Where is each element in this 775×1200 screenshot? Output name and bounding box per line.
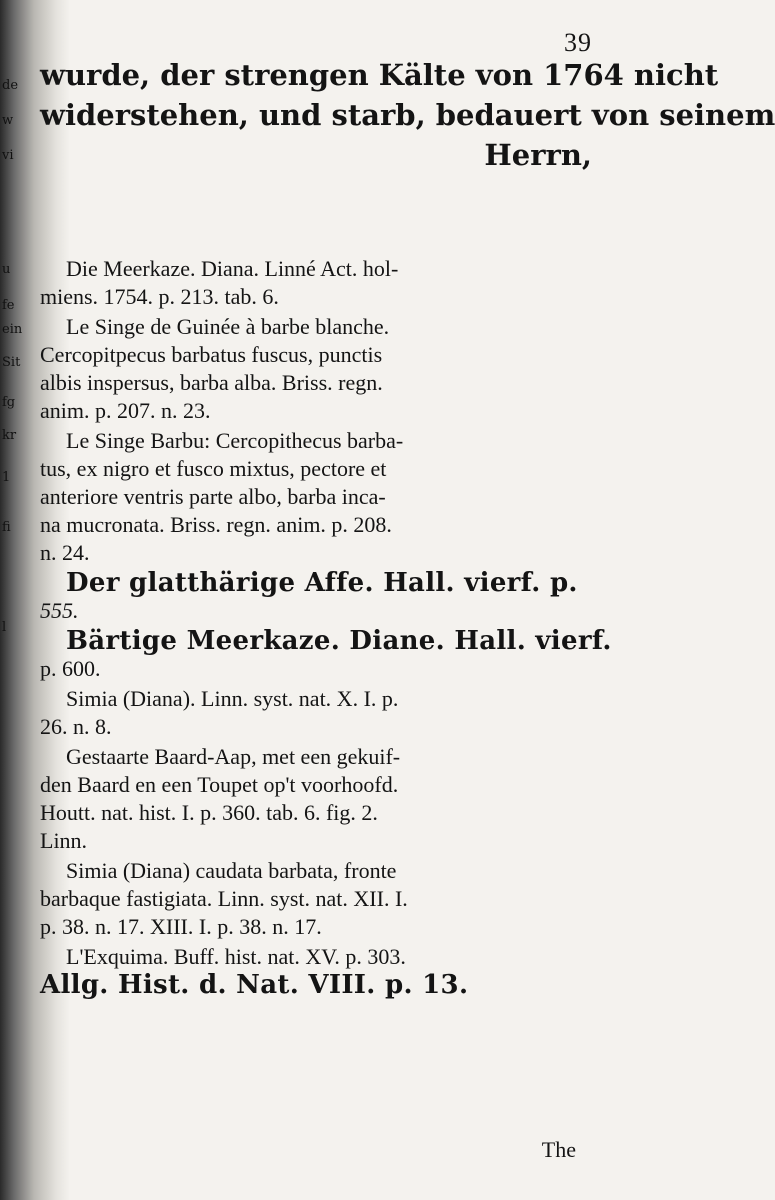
- reference-line: 555.: [40, 598, 79, 623]
- reference-line: Die Meerkaze. Diana. Linné Act. hol-: [66, 256, 399, 281]
- bibliography-entries: [40, 255, 612, 1000]
- intro-line: widerstehen, und starb, bedauert von seinem: [40, 98, 775, 132]
- reference-entry: [40, 857, 592, 941]
- bleed-fragment: l: [2, 620, 7, 635]
- reference-line: p. 600.: [40, 656, 101, 681]
- reference-line: Houtt. nat. hist. I. p. 360. tab. 6. fig. 2.: [40, 800, 378, 825]
- reference-line: Cercopitpecus barbatus fuscus, punctis: [40, 342, 383, 367]
- reference-line: n. 24.: [40, 540, 90, 565]
- reference-entry: [40, 313, 592, 425]
- reference-line: p. 38. n. 17. XIII. I. p. 38. n. 17.: [40, 914, 322, 939]
- reference-line: Le Singe de Guinée à barbe blanche.: [66, 314, 390, 339]
- reference-line: Le Singe Barbu: Cercopithecus barba-: [66, 428, 404, 453]
- facing-page-bleed: [0, 0, 32, 1200]
- page-number: 39: [564, 28, 592, 57]
- reference-line: miens. 1754. p. 213. tab. 6.: [40, 284, 279, 309]
- bleed-fragment: fe: [2, 298, 15, 313]
- reference-line: den Baard en een Toupet op't voorhoofd.: [40, 772, 399, 797]
- reference-line: Simia (Diana). Linn. syst. nat. X. I. p.: [66, 686, 399, 711]
- reference-entry: [40, 685, 592, 741]
- bleed-fragment: fi: [2, 520, 11, 535]
- bleed-fragment: w: [2, 113, 14, 128]
- reference-line: L'Exquima. Buff. hist. nat. XV. p. 303.: [66, 944, 406, 969]
- bleed-fragment: ein: [2, 322, 23, 337]
- reference-entry: [40, 943, 592, 999]
- catchword: The: [541, 1137, 576, 1162]
- reference-line: anim. p. 207. n. 23.: [40, 398, 211, 423]
- bleed-fragment: vi: [2, 148, 14, 163]
- reference-entry: [40, 427, 592, 567]
- reference-line: tus, ex nigro et fusco mixtus, pectore et: [40, 456, 387, 481]
- reference-line: na mucronata. Briss. regn. anim. p. 208.: [40, 512, 392, 537]
- reference-line: Der glatthärige Affe. Hall. vierf. p.: [66, 568, 578, 598]
- reference-line: Linn.: [40, 828, 88, 853]
- reference-line: Allg. Hist. d. Nat. VIII. p. 13.: [40, 970, 469, 1000]
- section-gap: [40, 175, 592, 253]
- reference-line: 26. n. 8.: [40, 714, 112, 739]
- reference-line: albis inspersus, barba alba. Briss. regn.: [40, 370, 383, 395]
- reference-line: Bärtige Meerkaze. Diane. Hall. vierf.: [66, 626, 612, 656]
- intro-line: Herrn,: [484, 138, 592, 172]
- intro-line: wurde, der strengen Kälte von 1764 nicht: [40, 58, 719, 92]
- reference-entry: [40, 626, 612, 683]
- text-block: [40, 55, 775, 1000]
- reference-line: barbaque fastigiata. Linn. syst. nat. XII. I.: [40, 886, 408, 911]
- bleed-fragment: de: [2, 78, 19, 93]
- reference-entry: [40, 743, 592, 855]
- reference-line: Simia (Diana) caudata barbata, fronte: [66, 858, 397, 883]
- bleed-fragment: kr: [2, 428, 17, 443]
- bleed-fragment: fg: [2, 395, 16, 410]
- reference-line: Gestaarte Baard-Aap, met een gekuif-: [66, 744, 401, 769]
- reference-line: anteriore ventris parte albo, barba inca-: [40, 484, 386, 509]
- bleed-fragment: Sit: [2, 355, 21, 370]
- reference-entry: [40, 255, 592, 311]
- bleed-fragment: 1: [2, 470, 11, 485]
- reference-entry: [40, 569, 592, 625]
- bleed-fragment: u: [2, 262, 11, 277]
